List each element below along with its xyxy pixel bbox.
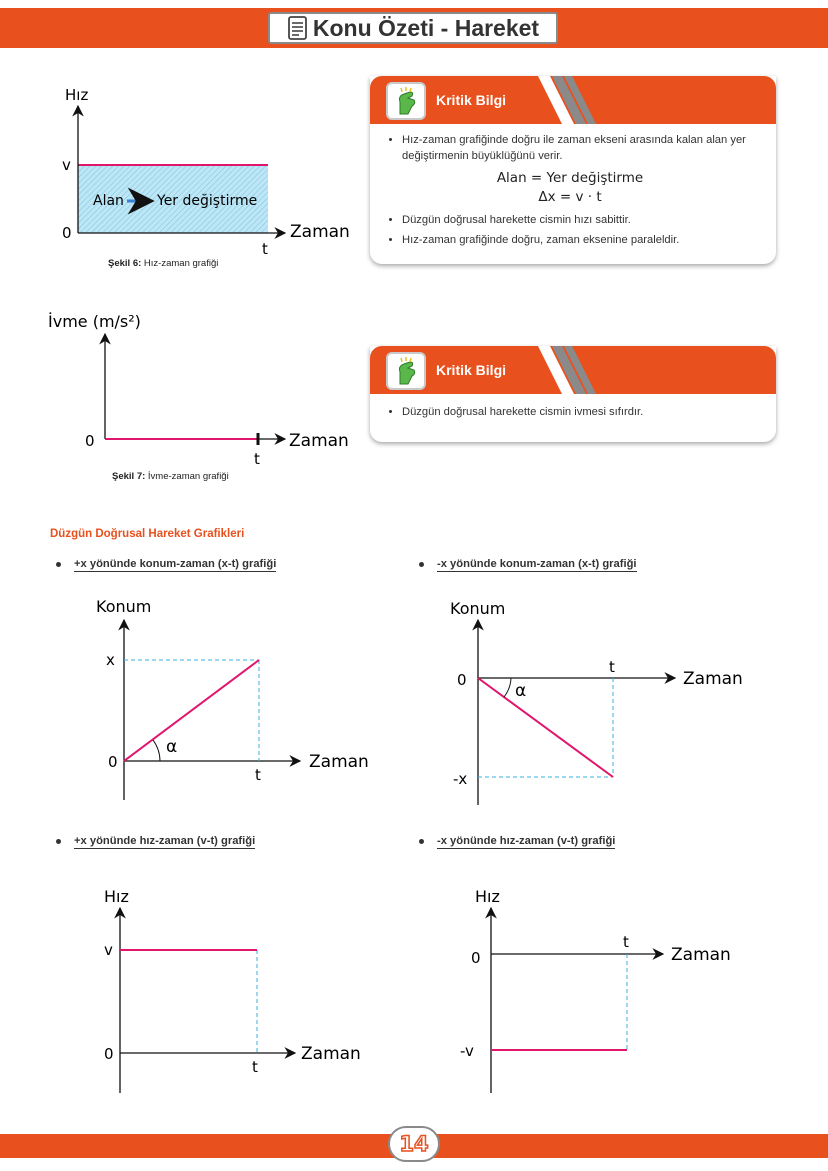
- displacement-label: Yer değiştirme: [157, 193, 258, 209]
- y-axis-label: Hız: [65, 86, 89, 104]
- x-axis-label: Zaman: [289, 431, 349, 451]
- x-axis-label: Zaman: [671, 945, 731, 965]
- equation-displacement: Δx = v · t: [538, 189, 602, 205]
- card-bullet: • Düzgün doğrusal harekette cismin hızı sabittir.: [402, 212, 754, 228]
- page-title-box: [268, 12, 558, 44]
- t-label: t: [623, 933, 629, 951]
- t-label: t: [609, 658, 615, 676]
- figure-7-caption: Şekil 7: İvme-zaman grafiği: [112, 471, 229, 482]
- graph-neg-position-time: [445, 590, 775, 810]
- y-axis-label: Hız: [104, 887, 129, 906]
- graph-pos-position-time: [90, 590, 390, 810]
- card-bullet: • Düzgün doğrusal harekette cismin ivmesi sıfırdır.: [402, 404, 754, 420]
- hand-snap-icon: [386, 82, 426, 120]
- document-list-icon: [287, 16, 309, 40]
- critical-info-card-2: [370, 346, 776, 442]
- y-axis-label: Konum: [450, 599, 506, 618]
- graph-pos-velocity-time: [90, 880, 380, 1100]
- page-number: 14: [399, 1132, 429, 1156]
- hand-snap-icon: [386, 352, 426, 390]
- x-value-label: x: [106, 651, 115, 669]
- card-bullet: • Hız-zaman grafiğinde doğru, zaman eksenine paraleldir.: [402, 232, 754, 248]
- y-axis-label: İvme (m/s²): [48, 312, 141, 331]
- card-stripes: [538, 76, 608, 124]
- t-label: t: [262, 240, 268, 258]
- card-body: [370, 404, 776, 424]
- figure-6-velocity-time-graph: [40, 80, 360, 275]
- zero-label: 0: [85, 432, 95, 450]
- v-label: v: [62, 156, 71, 174]
- section-title: Düzgün Doğrusal Hareket Grafikleri: [50, 528, 245, 540]
- page-number-badge: [388, 1126, 440, 1162]
- figure-7-acceleration-time-graph: [48, 300, 365, 470]
- subheading-pos-vt: +x yönünde hız-zaman (v-t) grafiği: [56, 835, 255, 847]
- v-value-label: -v: [460, 1042, 474, 1060]
- angle-arc: [504, 678, 511, 697]
- card-body: [370, 132, 776, 252]
- x-axis-label: Zaman: [683, 669, 743, 689]
- v-value-label: v: [104, 941, 113, 959]
- x-value-label: -x: [453, 770, 468, 788]
- y-axis-label: Konum: [96, 597, 152, 616]
- t-label: t: [255, 766, 261, 784]
- position-line: [478, 678, 613, 777]
- x-axis-label: Zaman: [309, 752, 369, 772]
- angle-arc: [153, 740, 160, 761]
- card-stripes: [538, 346, 608, 394]
- angle-label: α: [166, 737, 178, 757]
- angle-label: α: [515, 681, 527, 701]
- zero-label: 0: [471, 949, 481, 967]
- subheading-neg-vt: -x yönünde hız-zaman (v-t) grafiği: [419, 835, 615, 847]
- graph-neg-velocity-time: [455, 880, 755, 1100]
- card-title: Kritik Bilgi: [436, 362, 507, 378]
- y-axis-label: Hız: [475, 887, 500, 906]
- subheading-neg-xt: -x yönünde konum-zaman (x-t) grafiği: [419, 558, 637, 570]
- position-line: [124, 660, 259, 761]
- page-title: Konu Özeti - Hareket: [312, 14, 540, 41]
- figure-6-caption: Şekil 6: Hız-zaman grafiği: [108, 258, 219, 269]
- card-title: Kritik Bilgi: [436, 92, 507, 108]
- zero-label: 0: [104, 1045, 114, 1063]
- card-bullet: • Hız-zaman grafiğinde doğru ile zaman ekseni arasında kalan alan yer değiştirmenin büyüklüğünü verir.: [402, 132, 754, 164]
- zero-label: 0: [62, 224, 72, 242]
- critical-info-card-1: [370, 76, 776, 264]
- equation-area: Alan = Yer değiştirme: [496, 170, 644, 186]
- x-axis-label: Zaman: [290, 222, 350, 242]
- x-axis-label: Zaman: [301, 1044, 361, 1064]
- subheading-pos-xt: +x yönünde konum-zaman (x-t) grafiği: [56, 558, 276, 570]
- t-label: t: [254, 450, 260, 468]
- zero-label: 0: [457, 671, 467, 689]
- zero-label: 0: [108, 753, 118, 771]
- t-label: t: [252, 1058, 258, 1076]
- area-label: Alan: [93, 193, 124, 209]
